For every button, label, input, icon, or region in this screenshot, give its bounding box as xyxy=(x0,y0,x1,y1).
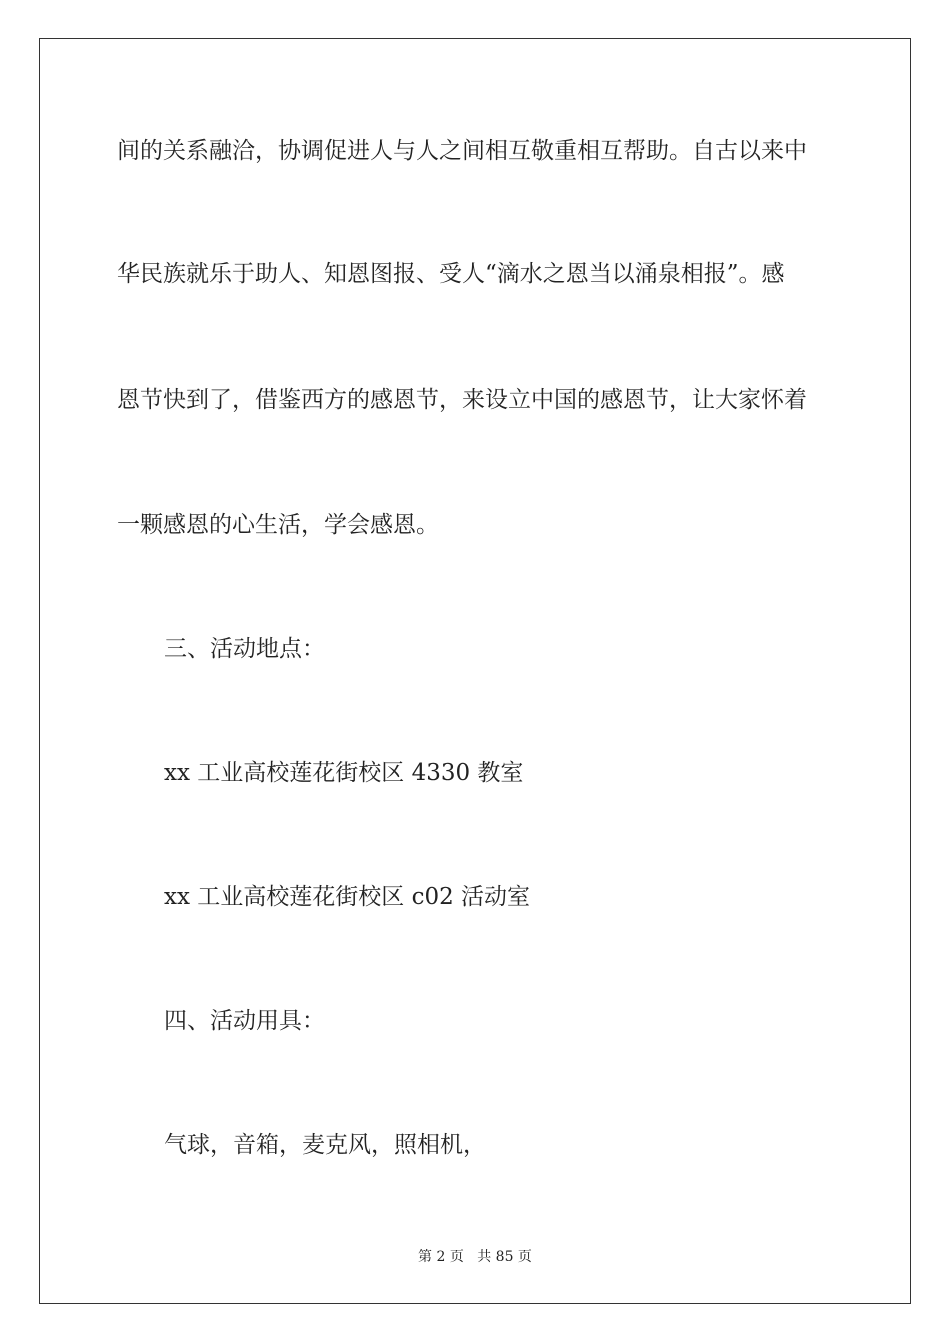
body-line-1: 间的关系融洽，协调促进人与人之间相互敬重相互帮助。自古以来中 xyxy=(117,138,807,164)
supplies-line: 气球，音箱，麦克风，照相机， xyxy=(164,1132,486,1158)
location-item-1: xx 工业高校莲花街校区 4330 教室 xyxy=(164,760,524,786)
body-line-2: 华民族就乐于助人、知恩图报、受人“滴水之恩当以涌泉相报”。感 xyxy=(117,261,785,287)
body-line-4: 一颗感恩的心生活，学会感恩。 xyxy=(117,512,439,538)
page-border xyxy=(39,38,911,1304)
page-total: 共 85 页 xyxy=(477,1249,532,1265)
section-4-heading: 四、活动用具： xyxy=(164,1008,325,1034)
page-number: 第 2 页 xyxy=(418,1249,464,1265)
section-3-heading: 三、活动地点： xyxy=(164,636,325,662)
body-line-3: 恩节快到了，借鉴西方的感恩节，来设立中国的感恩节，让大家怀着 xyxy=(117,387,807,413)
location-item-2: xx 工业高校莲花街校区 c02 活动室 xyxy=(164,884,531,910)
page-footer xyxy=(0,1247,950,1267)
